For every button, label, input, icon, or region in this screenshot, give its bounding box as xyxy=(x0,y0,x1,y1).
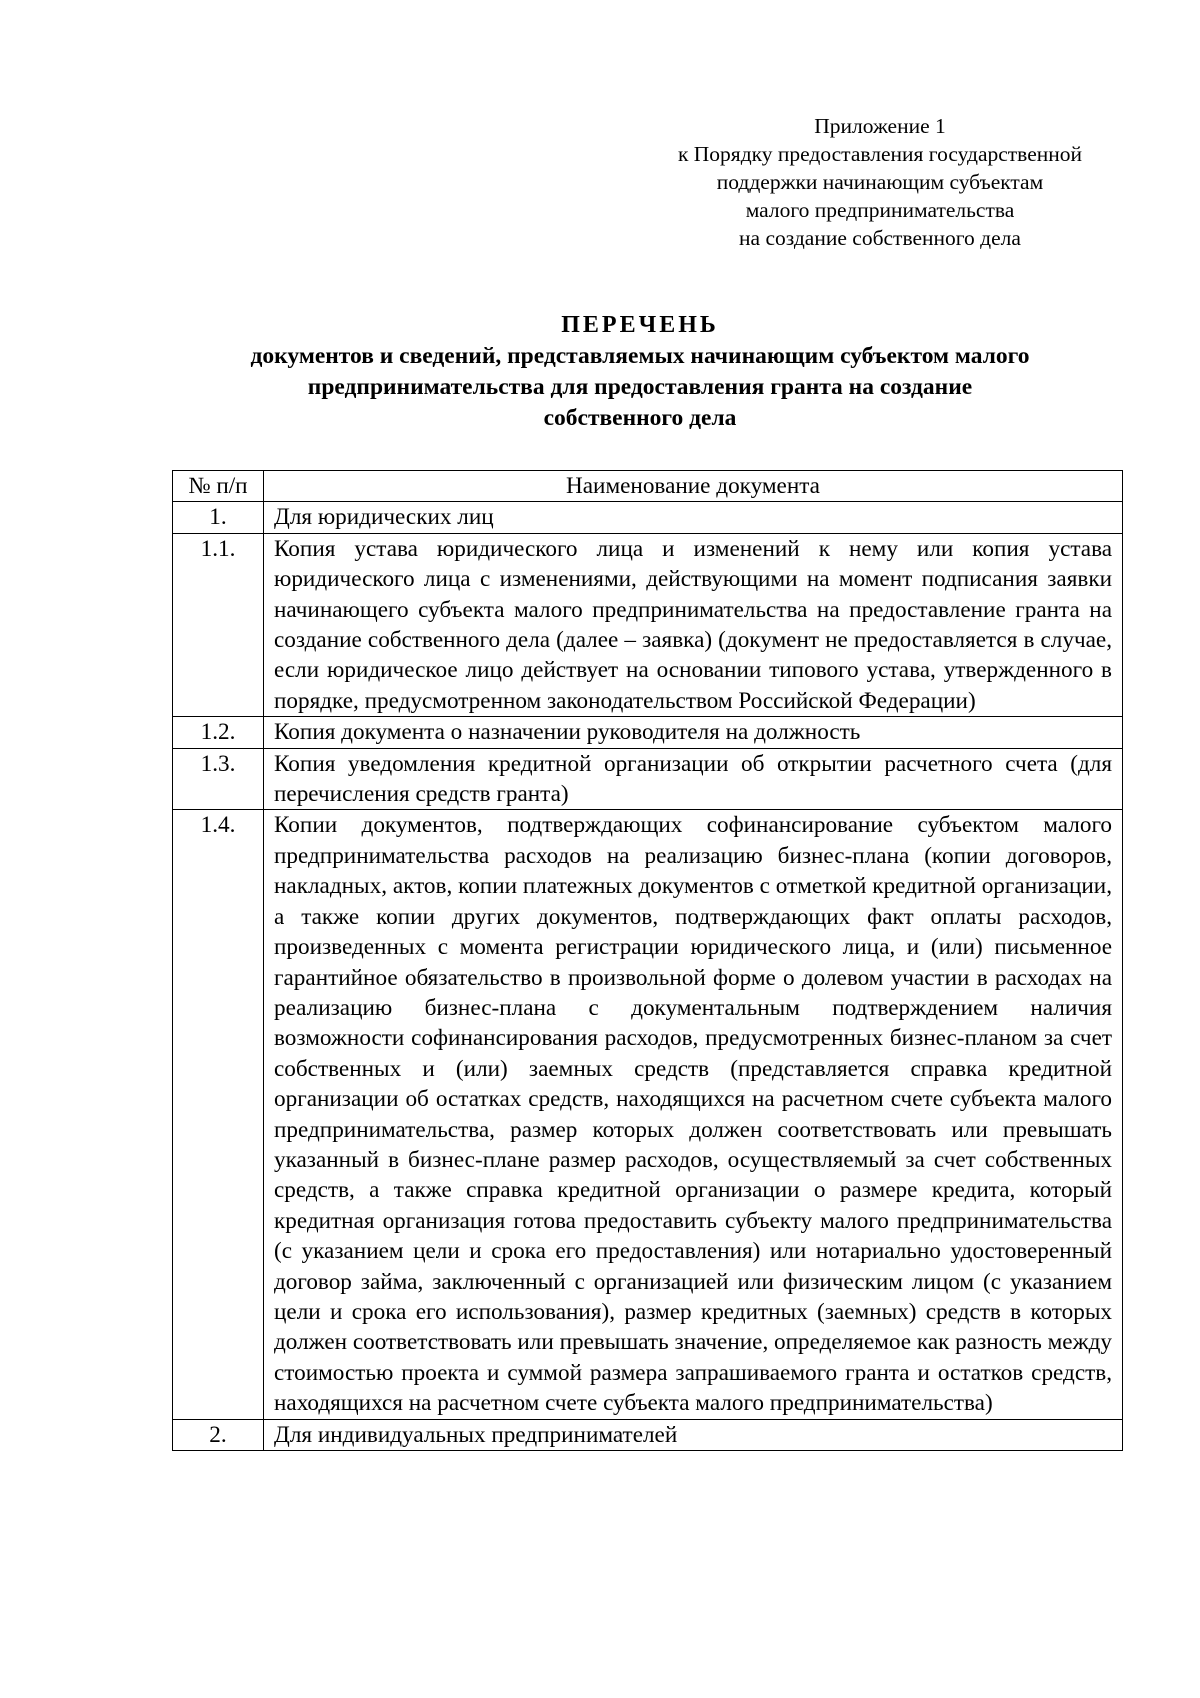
table-row xyxy=(173,1419,1123,1450)
document-heading xyxy=(160,310,1120,434)
row-number: 1. xyxy=(173,502,264,533)
row-text: Для индивидуальных предпринимателей xyxy=(264,1419,1123,1450)
header-number: № п/п xyxy=(173,471,264,502)
row-number: 1.1. xyxy=(173,533,264,716)
subtitle-line: предпринимательства для предоставления гранта на создание xyxy=(307,374,973,400)
appendix-line: поддержки начинающим субъектам xyxy=(716,170,1044,194)
row-number: 1.4. xyxy=(173,810,264,1419)
table-row xyxy=(173,810,1123,1419)
row-text: Копия устава юридического лица и изменений к нему или копия устава юридического лица с изменениями, действующими на момент подписания заявки начинающего субъекта малого предпринимательства на предоставление гранта на создание собственного дела (далее – заявка) (документ не предоставляется в случае, если юридическое лицо действует на основании типового устава, утвержденного в порядке, предусмотренном законодательством Российской Федерации) xyxy=(264,533,1123,716)
row-text: Копии документов, подтверждающих софинансирование субъектом малого предпринимательства расходов на реализацию бизнес-плана (копии договоров, накладных, актов, копии платежных документов с отметкой кредитной организации, а также копии других документов, подтверждающих факт оплаты расходов, произведенных с момента регистрации юридического лица, и (или) письменное гарантийное обязательство в произвольной форме о долевом участии в расходах на реализацию бизнес-плана с документальным подтверждением наличия возможности софинансирования расходов, предусмотренных бизнес-планом за счет собственных и (или) заемных средств (представляется справка кредитной организации об остатках средств, находящихся на расчетном счете субъекта малого предпринимательства, размер которых должен соответствовать или превышать указанный в бизнес-плане размер расходов, осуществляемый за счет собственных средств, а также справка кредитной организации о размере кредита, который кредитная организация готова предоставить субъекту малого предпринимательства (с указанием цели и срока его предоставления) или нотариально удостоверенный договор займа, заключенный с организацией или физическим лицом (с указанием цели и срока его использования), размер кредитных (заемных) средств в которых должен соответствовать или превышать значение, определяемое как разность между стоимостью проекта и суммой размера запрашиваемого гранта и остатков средств, находящихся на расчетном счете субъекта малого предпринимательства) xyxy=(264,810,1123,1419)
documents-table xyxy=(172,470,1123,1451)
row-text: Для юридических лиц xyxy=(264,502,1123,533)
table-row xyxy=(173,748,1123,810)
row-number: 1.3. xyxy=(173,748,264,810)
table-header-row xyxy=(173,471,1123,502)
appendix-line: малого предпринимательства xyxy=(745,198,1015,222)
table-row xyxy=(173,533,1123,716)
appendix-line: Приложение 1 xyxy=(814,114,946,138)
document-subtitle xyxy=(160,341,1120,434)
appendix-note xyxy=(640,112,1120,252)
row-number: 1.2. xyxy=(173,717,264,748)
subtitle-line: документов и сведений, представляемых начинающим субъектом малого xyxy=(250,343,1030,369)
table-row xyxy=(173,717,1123,748)
row-number: 2. xyxy=(173,1419,264,1450)
appendix-line: на создание собственного дела xyxy=(739,226,1021,250)
table-row xyxy=(173,502,1123,533)
appendix-line: к Порядку предоставления государственной xyxy=(677,142,1083,166)
row-text: Копия уведомления кредитной организации об открытии расчетного счета (для перечисления средств гранта) xyxy=(264,748,1123,810)
subtitle-line: собственного дела xyxy=(543,405,737,431)
row-text: Копия документа о назначении руководителя на должность xyxy=(264,717,1123,748)
header-name: Наименование документа xyxy=(264,471,1123,502)
document-title: ПЕРЕЧЕНЬ xyxy=(561,312,719,338)
